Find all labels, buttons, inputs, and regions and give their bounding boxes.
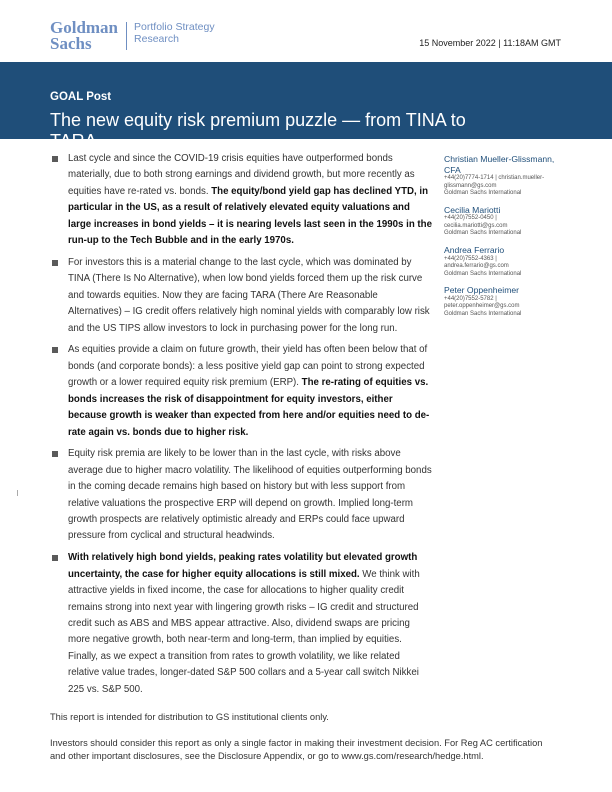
author-name[interactable]: Andrea Ferrario [444,245,505,256]
author-firm: Goldman Sachs International [444,270,522,277]
author-firm: Goldman Sachs International [444,311,522,318]
key-point [50,151,432,249]
publication-date: 15 November 2022 | 11:18AM GMT [419,38,561,48]
key-point-text-after: We think with attractive yields in fixed income, the case for allocations to higher quality credit remains strong into next year with lingering growth risks – IG credit and structured credit such as ABS and MBS appear attractive. Also, dividend swaps are pricing more negative growth, both near-term and long-term, than implied by equities. Finally, as we expect a transition from rates to growth volatility, we like related relative value trades, longer-dated S&P 500 collars and a 5-year call switch Nikkei 225 vs. S&P 500. [68,568,420,695]
distribution-notice: This report is intended for distribution to GS institutional clients only. [50,712,329,722]
author-card [444,205,570,238]
key-point-text: For investors this is a material change to the last cycle, which was dominated by TINA (There Is No Alternative), when low bond yields forced them up the risk curve and towards equities. Now they are facing TARA (There Are Reasonable Alternatives) – IG credit offers relatively high nominal yields with comparably low risk and the US TIPS allow investors to lock in purchasing power for the long run. [68,256,430,334]
bullet-marker [52,260,58,266]
logo-divider [126,22,127,50]
logo-wordmark [50,20,118,52]
author-email[interactable]: cecilia.mariotti@gs.com [444,222,508,229]
author-name[interactable]: Cecilia Mariotti [444,204,501,215]
bullet-marker [52,451,58,457]
key-point [50,342,432,440]
author-contact: +44(20)7774-1714 | christian.mueller- [444,175,545,181]
author-name[interactable]: Christian Mueller-Glissmann, CFA [444,154,555,175]
author-card [444,154,570,198]
author-sidebar [444,154,570,326]
bullet-marker [52,156,58,162]
bullet-marker [52,347,58,353]
author-email[interactable]: andrea.ferrario@gs.com [444,263,509,270]
key-point-text: Last cycle and since the COVID-19 crisis equities have outperformed bonds materially, due to both strong earnings and dividend growth, but more recently as equities have re-rated vs. bonds. [68,153,415,197]
author-contact: +44(20)7552-4363 | [444,255,497,262]
author-contact: +44(20)7552-0450 | [444,215,497,222]
author-card [444,245,570,278]
key-point [50,255,432,337]
key-points-list [50,151,432,704]
author-name[interactable]: Peter Oppenheimer [444,285,519,296]
key-point-bold: The equity/bond yield gap has declined YTD, in particular in the US, as a result of relatively elevated equity valuations and large increases in bond yields – it is nearing levels last seen in the 1990s in the run-up to the Tech Bubble and in the early 1970s. [68,185,432,247]
logo-department [134,21,215,45]
disclosure-notice: Investors should consider this report as only a single factor in making their investment decision. For Reg AC certification and other important disclosures, see the Disclosure Appendix, or go to www.gs.com/research/hedge.html. [50,738,543,761]
author-card [444,285,570,318]
author-email[interactable]: peter.oppenheimer@gs.com [444,303,520,310]
key-point-bold: The re-rating of equities vs. bonds increases the risk of disappointment for equity investors, either because growth is weaker than expected from here and/or equities need to de-rate again vs. bonds due to higher risk. [68,377,430,438]
logo-line-2: Sachs [50,34,92,53]
key-point [50,446,432,544]
margin-mark [17,490,18,496]
bullet-marker [52,555,58,561]
key-point-bold: With relatively high bond yields, peaking rates volatility but elevated growth uncertainty, the case for higher equity allocations is still mixed. [68,552,418,580]
author-email[interactable]: glissmann@gs.com [444,182,497,189]
series-label: GOAL Post [50,91,112,103]
key-point-text: Equity risk premia are likely to be lower than in the last cycle, with risks above average due to higher macro volatility. The likelihood of equities outperforming bonds in the coming decade remains high based on history but with less support from relative valuations the prospective ERP will depend on growth. Implied long-term growth prospects are relatively optimistic already and ERPs could face upward pressure from cyclical and structural headwinds. [68,448,432,542]
logo-department-line-2: Research [134,33,179,45]
author-contact: +44(20)7552-5782 | [444,295,497,302]
logo-department-line-1: Portfolio Strategy [134,21,215,33]
key-point [50,550,432,698]
logo-line-1: Goldman [50,18,119,37]
key-point-text: As equities provide a claim on future growth, their yield has often been below that of bonds (and corporate bonds): a less positive yield gap can point to strong expected growth or a lower required equity risk premium (ERP). [68,344,428,389]
goldman-sachs-logo [50,20,215,52]
author-firm: Goldman Sachs International [444,230,522,237]
title-banner [0,62,612,151]
author-firm: Goldman Sachs International [444,190,522,197]
report-title: The new equity risk premium puzzle — from TINA to TARA [50,110,466,151]
